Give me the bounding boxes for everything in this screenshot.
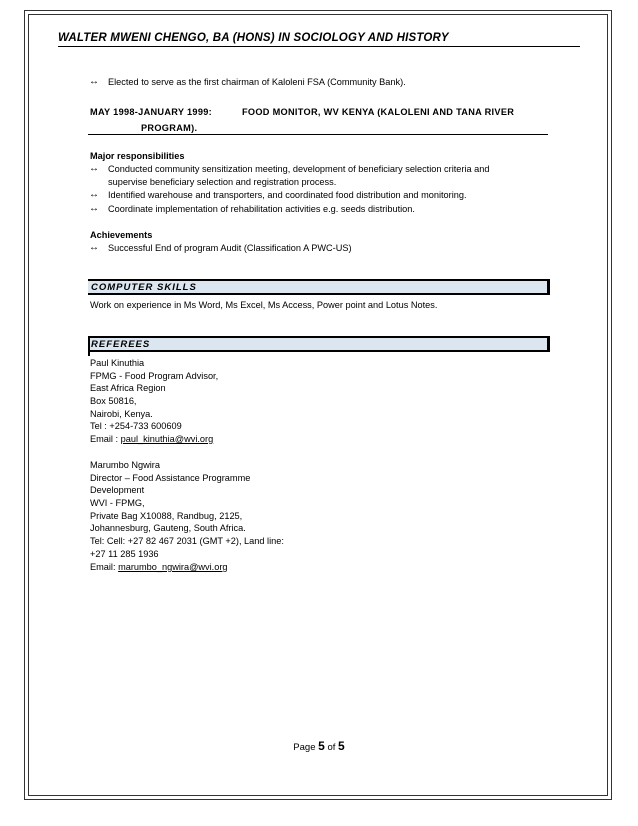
responsibility-item-1-line2: supervise beneficiary selection and registration process.: [108, 177, 337, 187]
responsibility-item-2: Identified warehouse and transporters, and coordinated food distribution and monitoring.: [108, 190, 467, 200]
responsibility-item-1-line1: Conducted community sensitization meeting, development of beneficiary selection criteria and: [108, 164, 490, 174]
referee-2-email-label: Email:: [90, 562, 119, 572]
referee-2-title: Director – Food Assistance Programme: [90, 473, 251, 483]
document-header-title: WALTER MWENI CHENGO, BA (HONS) IN SOCIOLOGY AND HISTORY: [58, 32, 449, 44]
achievements-heading: Achievements: [90, 230, 153, 240]
referee-2-city: Johannesburg, Gauteng, South Africa.: [90, 523, 246, 533]
referee-2-bag: Private Bag X10088, Randbug, 2125,: [90, 511, 243, 521]
responsibility-item-3: Coordinate implementation of rehabilitation activities e.g. seeds distribution.: [108, 204, 415, 214]
bullet-arrow-icon: ↔: [89, 242, 99, 253]
footer-page-total: 5: [338, 739, 345, 753]
responsibilities-heading: Major responsibilities: [90, 151, 185, 161]
referee-1-box: Box 50816,: [90, 396, 137, 406]
referee-2-title-cont: Development: [90, 485, 145, 495]
referee-2-email-row: [90, 561, 228, 573]
achievement-item-1: Successful End of program Audit (Classification A PWC-US): [108, 243, 352, 253]
referee-2-tel: Tel: Cell: +27 82 467 2031 (GMT +2), Land line:: [90, 536, 284, 546]
bullet-arrow-icon: ↔: [89, 76, 99, 87]
referee-1-city: Nairobi, Kenya.: [90, 409, 153, 419]
job-title-line2: PROGRAM).: [141, 123, 198, 133]
referee-2-org: WVI - FPMG,: [90, 498, 145, 508]
bullet-arrow-icon: ↔: [89, 189, 99, 200]
job-period: MAY 1998-JANUARY 1999:: [90, 107, 213, 117]
referee-1-email-link[interactable]: paul_kinuthia@wvi.org: [120, 434, 214, 444]
footer-of-word: of: [324, 742, 339, 753]
footer-page-word: Page: [293, 742, 319, 753]
page-footer: [0, 739, 638, 753]
referee-1-region: East Africa Region: [90, 383, 166, 393]
bullet-arrow-icon: ↔: [89, 163, 99, 174]
referee-1-tel: Tel : +254-733 600609: [90, 421, 182, 431]
bullet-arrow-icon: ↔: [89, 203, 99, 214]
header-rule: [58, 46, 580, 47]
job-heading-rule: [88, 134, 548, 135]
referee-1-email-row: [90, 433, 213, 445]
referees-bar-left-edge: [88, 336, 90, 356]
computer-skills-section-bar: [88, 279, 550, 295]
referee-2-name: Marumbo Ngwira: [90, 460, 160, 470]
referee-2-email-link[interactable]: marumbo_ngwira@wvi.org: [118, 562, 228, 572]
referees-section-bar: [88, 336, 550, 352]
referee-2-landline: +27 11 285 1936: [90, 549, 159, 559]
computer-skills-text: Work on experience in Ms Word, Ms Excel, Ms Access, Power point and Lotus Notes.: [90, 300, 438, 310]
computer-skills-heading: COMPUTER SKILLS: [91, 282, 197, 293]
referee-1-name: Paul Kinuthia: [90, 358, 145, 368]
referee-1-email-label: Email :: [90, 434, 121, 444]
intro-bullet-text: Elected to serve as the first chairman of Kaloleni FSA (Community Bank).: [108, 77, 406, 87]
job-title-line1: FOOD MONITOR, WV KENYA (KALOLENI AND TANA RIVER: [242, 107, 515, 117]
footer-page-number: 5: [318, 739, 325, 753]
referees-heading: REFEREES: [91, 339, 151, 350]
referee-1-title: FPMG - Food Program Advisor,: [90, 371, 219, 381]
